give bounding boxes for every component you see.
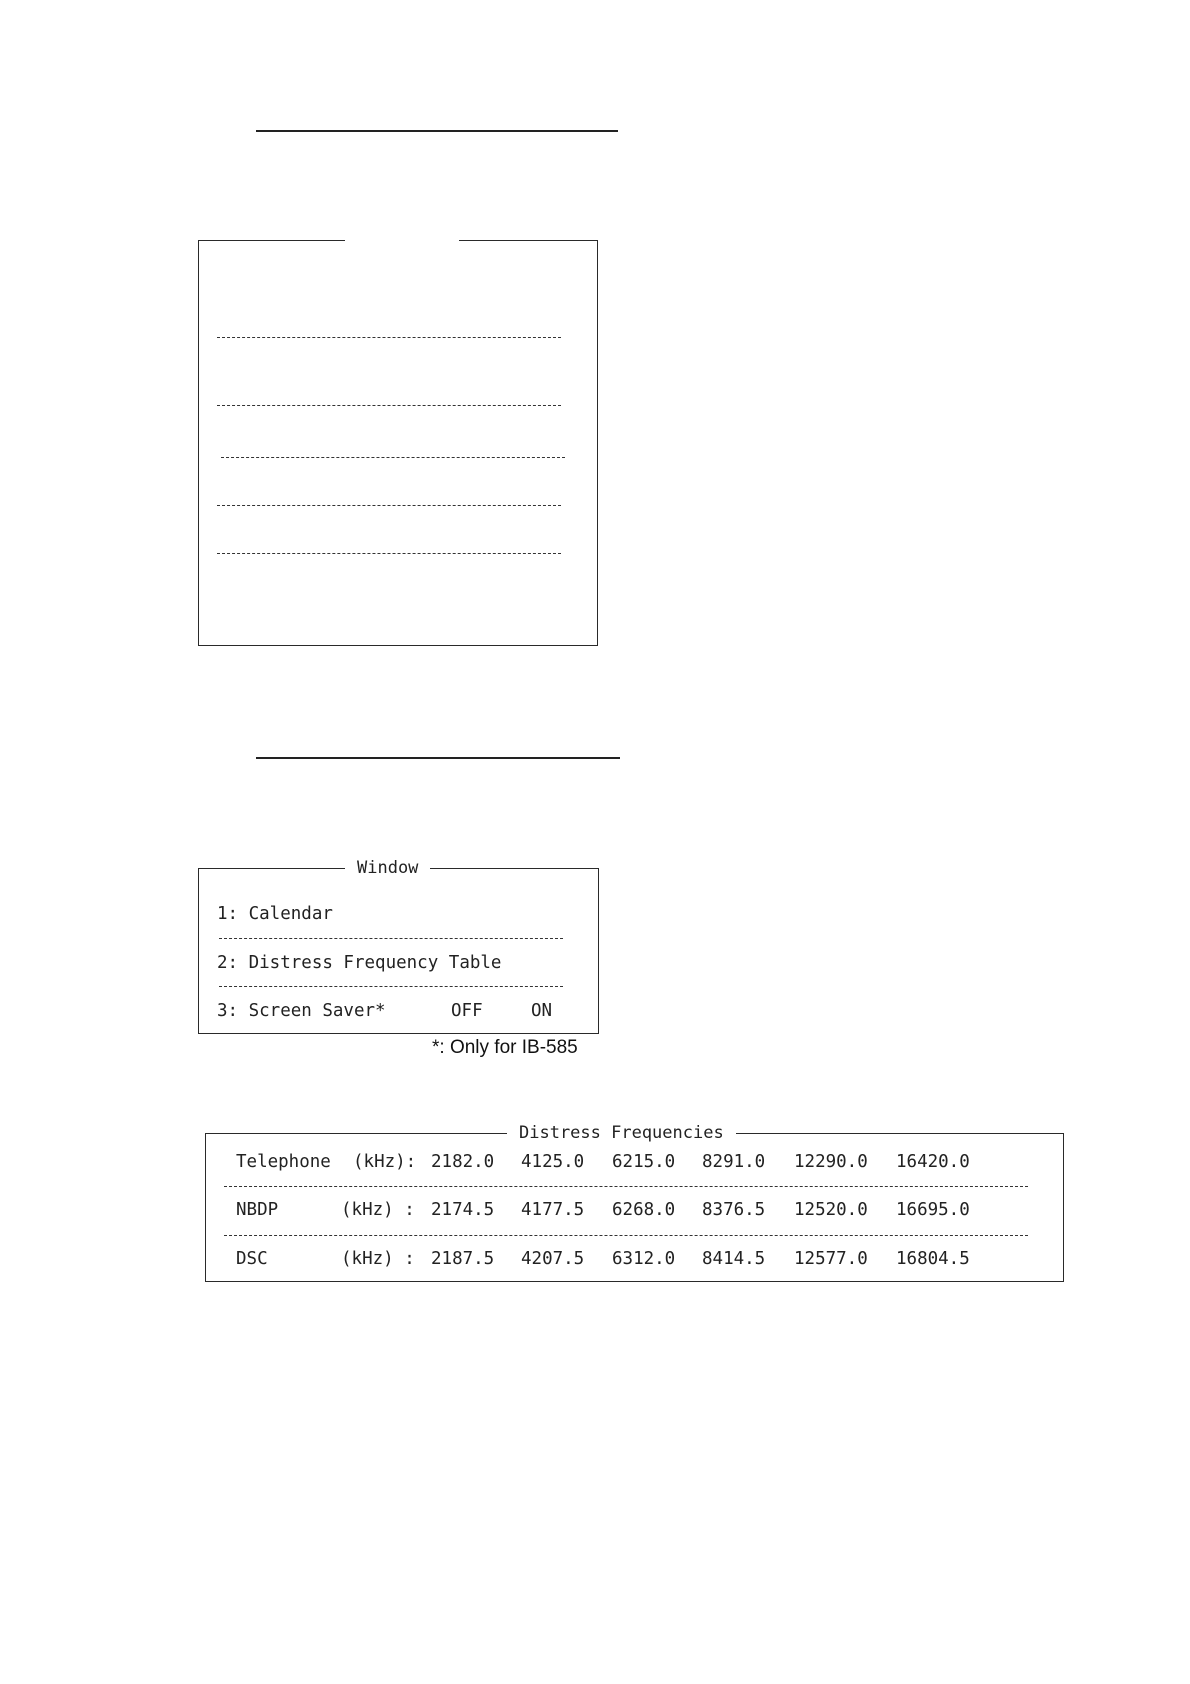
menu-item-calendar-label: 1: Calendar [217,904,333,924]
freq-row-name: DSC [236,1249,268,1269]
freq-value: 12577.0 [794,1249,868,1269]
freq-value: 4125.0 [521,1152,585,1172]
freq-row-unit: (kHz) : [341,1200,415,1220]
freq-divider-2 [224,1235,1028,1236]
blank-divider-1 [217,337,561,338]
freq-value: 2187.5 [431,1249,495,1269]
freq-row-nbdp [206,1198,1063,1222]
footnote: *: Only for IB-585 [432,1037,578,1058]
window-menu-title: Window [345,856,430,880]
heading-rule-1 [256,130,618,132]
blank-menu-box [198,240,598,646]
freq-value: 8291.0 [702,1152,766,1172]
heading-rule-2 [256,757,620,759]
freq-value: 2174.5 [431,1200,495,1220]
blank-title-gap [345,238,459,244]
menu-item-screen-saver[interactable] [199,999,598,1023]
freq-value: 6268.0 [612,1200,676,1220]
screen-saver-off-option[interactable]: OFF [451,1001,483,1021]
blank-divider-5 [217,553,561,554]
freq-value: 16695.0 [896,1200,970,1220]
menu-item-distress-label: 2: Distress Frequency Table [217,953,502,973]
window-menu-box [198,858,599,1034]
freq-row-unit: (kHz) : [341,1249,415,1269]
freq-row-name: NBDP [236,1200,279,1220]
menu-item-distress-frequency-table[interactable] [199,951,598,975]
blank-divider-4 [217,505,561,506]
menu-item-screen-saver-label: 3: Screen Saver* [217,1001,386,1021]
menu-divider-2 [219,986,563,987]
blank-divider-3 [221,457,565,458]
freq-value: 16804.5 [896,1249,970,1269]
distress-frequencies-box [205,1123,1064,1282]
blank-divider-2 [217,405,561,406]
menu-divider-1 [219,938,563,939]
freq-value: 6312.0 [612,1249,676,1269]
freq-row-name: Telephone [236,1152,331,1172]
freq-value: 4207.5 [521,1249,585,1269]
freq-row-telephone [206,1150,1063,1174]
freq-row-unit: (kHz): [353,1152,417,1172]
freq-value: 2182.0 [431,1152,495,1172]
menu-item-calendar[interactable] [199,902,598,926]
freq-value: 6215.0 [612,1152,676,1172]
freq-divider-1 [224,1186,1028,1187]
freq-value: 8376.5 [702,1200,766,1220]
screen-saver-on-option[interactable]: ON [531,1001,553,1021]
freq-value: 12290.0 [794,1152,868,1172]
distress-frequencies-title: Distress Frequencies [507,1121,736,1145]
freq-value: 12520.0 [794,1200,868,1220]
freq-row-dsc [206,1247,1063,1271]
freq-value: 16420.0 [896,1152,970,1172]
freq-value: 8414.5 [702,1249,766,1269]
freq-value: 4177.5 [521,1200,585,1220]
